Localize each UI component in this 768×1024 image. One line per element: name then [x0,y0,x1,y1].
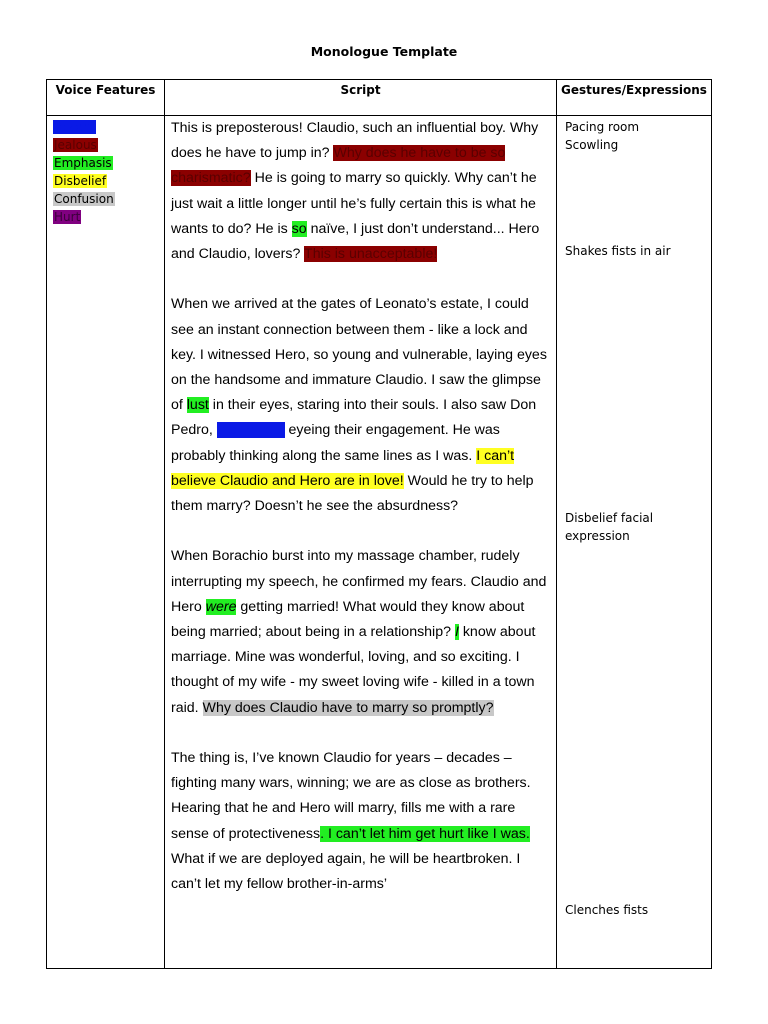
highlight-confusion: Why does Claudio have to marry so promptly? [202,699,494,716]
script-text-run: When Borachio burst into my massage chamber, rudely interrupting my speech, he confirmed my fears. Claudio and Hero [171,548,547,615]
highlight-jealous: Why does he have to be so charismatic? [171,145,506,187]
script-paragraph-1 [171,116,550,267]
script-text-run: Would he try to help them marry? Doesn’t he see the absurdness? [171,472,534,515]
header-voice-features: Voice Features [47,80,165,116]
script-text-run: He is going to marry so quickly. Why can’t he just wait a little longer until he’s fully certain this is what he wants to do? He is [171,170,537,237]
script-text [165,116,556,897]
page-title: Monologue Template [310,44,458,59]
script-paragraph-3 [171,544,550,720]
monologue-table [46,79,712,969]
script-text-run: naïve, I just don’t understand... Hero and Claudio, lovers? [171,220,540,263]
script-text-run: eyeing their engagement. He was probably thinking along the same lines as I was. [171,422,500,464]
legend-hurt: Hurt [54,210,81,224]
legend-confusion: Confusion [54,192,114,206]
script-cell [165,116,557,969]
gesture-pacing-room: Pacing room [565,120,640,134]
script-text-run: When we arrived at the gates of Leonato’s estate, I could see an instant connection between them - like a lock and key. I witnessed Hero, so young and vulnerable, laying eyes on the handsome and immature Claudio. I saw the glimpse of [171,296,547,414]
legend-resent: Resent [54,120,96,134]
highlight-emphasis: I [454,624,459,641]
script-text-run: The thing is, I’ve known Claudio for years – decades – fighting many wars, winning; we are as close as brothers. Hearing that he and Hero will marry, fills me with a rare sense of protectiveness [171,750,531,842]
highlight-emphasis: so [291,220,307,237]
script-text-run: in their eyes, staring into their souls. I also saw Don Pedro, [171,397,537,439]
highlight-jealous: This is unacceptable! [304,246,438,263]
script-text-run: know about marriage. Mine was wonderful, loving, and so exciting. I thought of my wife - my sweet loving wife - killed in a town raid. [171,624,536,716]
voice-legend [47,116,164,226]
gesture-shakes-fists: Shakes fists in air [565,244,671,258]
highlight-emphasis: . I can’t let him get hurt like I was. [320,825,530,842]
script-paragraph-4 [171,746,550,897]
gesture-clenches-fists: Clenches fists [565,903,649,917]
script-text-run: getting married! What would they know about being married; about being in a relationship? [171,598,525,641]
gestures-cell [557,116,712,969]
legend-jealous: Jealous [54,138,97,152]
legend-emphasis: Emphasis [54,156,112,170]
header-script: Script [165,80,557,116]
script-paragraph-2 [171,292,550,519]
gesture-disbelief-expression: Disbelief facial expression [565,511,654,543]
highlight-resent: the Prince, [216,422,285,439]
voice-features-cell [47,116,165,969]
highlight-disbelief: I can’t believe Claudio and Hero are in love! [171,447,515,489]
gesture-scowling: Scowling [565,138,619,152]
highlight-emphasis: were [205,598,237,615]
legend-disbelief: Disbelief [54,174,107,188]
header-gestures: Gestures/Expressions [557,80,712,116]
script-text-run: This is preposterous! Claudio, such an influential boy. Why does he have to jump in? [171,120,539,162]
script-text-run: What if we are deployed again, he will be heartbroken. I can’t let my fellow brother-in-arms’ [171,850,521,893]
body-row [47,116,712,969]
highlight-emphasis: lust [186,397,209,414]
header-row [47,80,712,116]
